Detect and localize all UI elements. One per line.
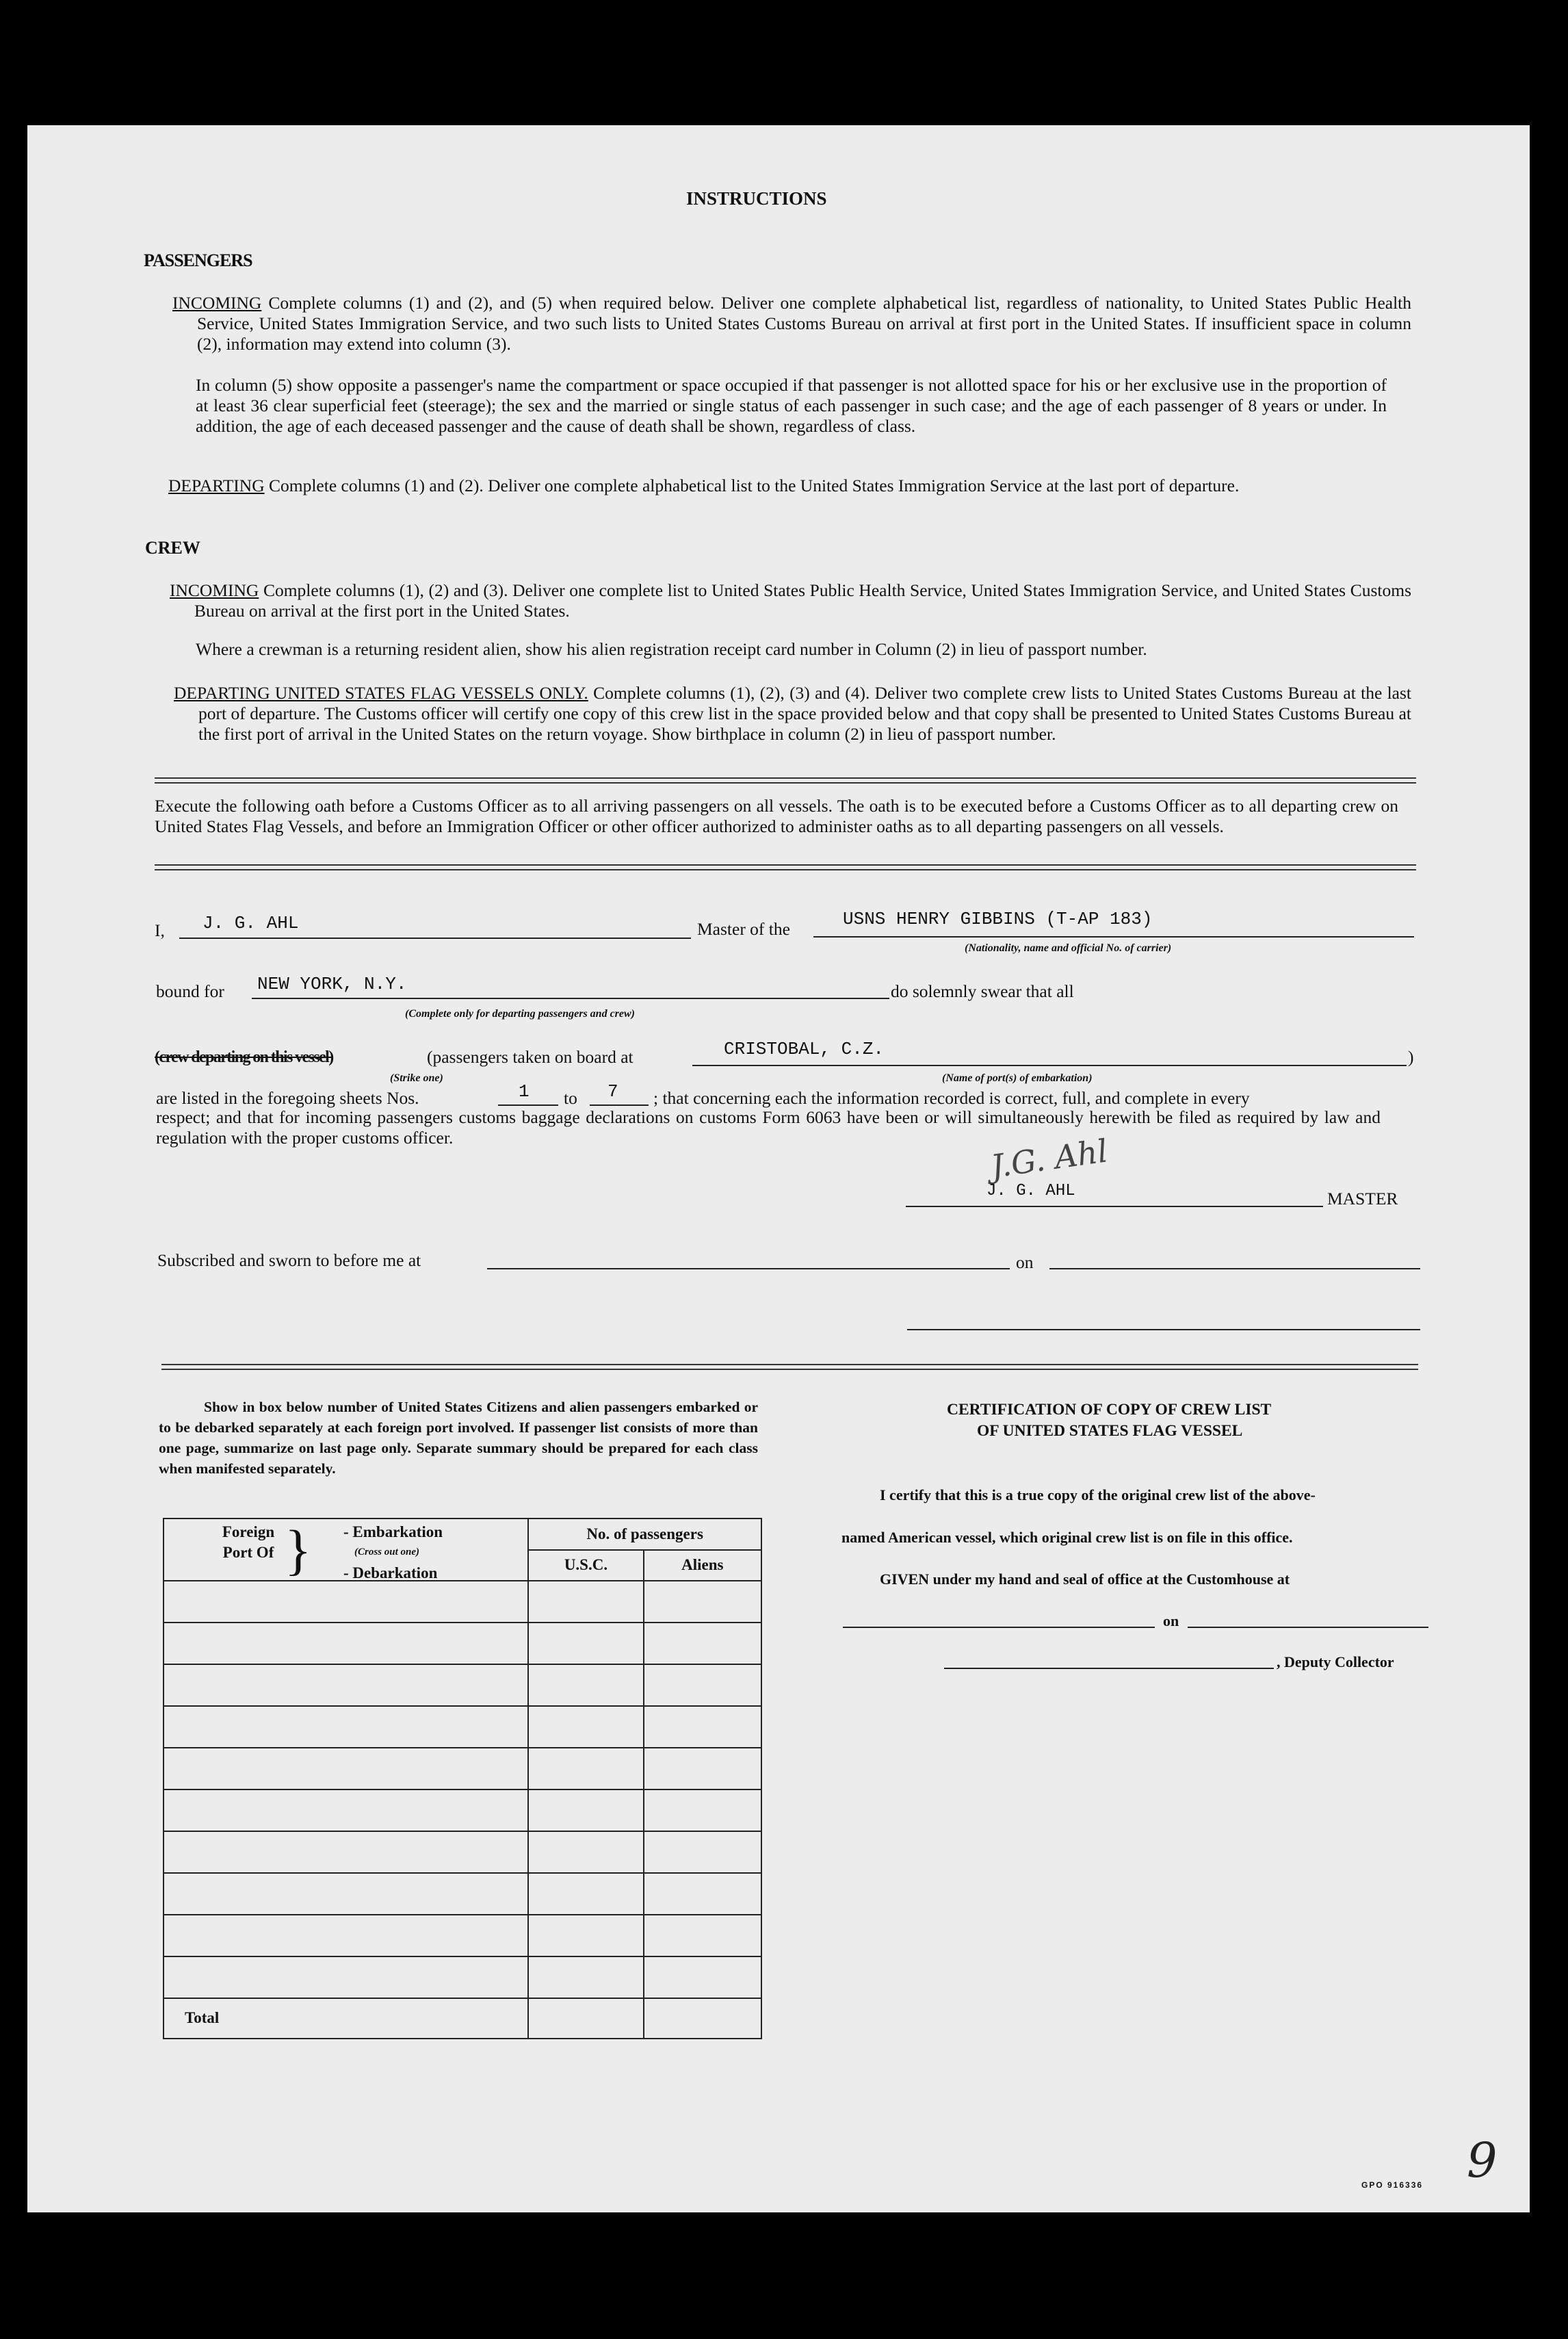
usc-cell[interactable] — [528, 1706, 643, 1748]
officer-signature-line[interactable] — [907, 1329, 1420, 1330]
aliens-cell[interactable] — [644, 1748, 761, 1789]
certification-text-1: I certify that this is a true copy of the original crew list of the above- — [880, 1486, 1316, 1503]
certification-date-line[interactable] — [1188, 1627, 1428, 1628]
listed-text: are listed in the foregoing sheets Nos. — [156, 1088, 419, 1108]
foreign-port-label: Foreign Port Of — [222, 1523, 275, 1561]
crew-incoming-text: Complete columns (1), (2) and (3). Deliver one complete list to United States Public Health Service, United States Immigration Service, and United States Customs Bureau on arrival at the first port in the United States. — [194, 580, 1412, 621]
port-line — [692, 1065, 1407, 1066]
debarkation-label: - Debarkation — [343, 1564, 438, 1581]
signature-typed-name[interactable]: J. G. AHL — [986, 1182, 1075, 1200]
vessel-line — [813, 936, 1414, 938]
passengers-departing-label: DEPARTING — [168, 476, 265, 495]
deputy-collector-label: , Deputy Collector — [1277, 1653, 1394, 1670]
sheet-from-line — [498, 1104, 558, 1106]
crew-departing-label: DEPARTING UNITED STATES FLAG VESSELS ONLY. — [174, 683, 588, 703]
port-cell[interactable] — [164, 1748, 528, 1789]
master-name-field[interactable]: J. G. AHL — [202, 913, 299, 933]
bound-caption: (Complete only for departing passengers and crew) — [405, 1008, 635, 1020]
sheet-from-field[interactable]: 1 — [519, 1081, 530, 1102]
oath-continuation: respect; and that for incoming passengers customs baggage declarations on customs Form 6063 have been or will simultaneously herewith be filed as required by law and regulation with the proper customs officer. — [156, 1107, 1381, 1148]
passengers-boarded-text: (passengers taken on board at — [427, 1047, 633, 1067]
subscribed-date-line[interactable] — [1049, 1268, 1420, 1269]
port-field[interactable]: CRISTOBAL, C.Z. — [724, 1039, 885, 1059]
total-usc-cell[interactable] — [528, 1998, 643, 2039]
close-paren: ) — [1408, 1047, 1414, 1067]
subscribed-label: Subscribed and sworn to before me at — [157, 1250, 421, 1270]
crew-heading: CREW — [145, 538, 200, 558]
port-cell[interactable] — [164, 1664, 528, 1706]
aliens-cell[interactable] — [644, 1831, 761, 1873]
master-title: MASTER — [1327, 1189, 1398, 1209]
sheet-to-field[interactable]: 7 — [607, 1081, 618, 1102]
total-label: Total — [164, 1998, 528, 2039]
usc-cell[interactable] — [528, 1664, 643, 1706]
listed-rest-text: ; that concerning each the information recorded is correct, full, and complete in every — [653, 1088, 1250, 1108]
usc-cell[interactable] — [528, 1831, 643, 1873]
passengers-incoming-text: Complete columns (1) and (2), and (5) when required below. Deliver one complete alphabetical list, regardless of nationality, to United States Public Health Service, United States Immigration Service, and two such lists to United States Customs Bureau on arrival at first port in the United States. If insufficient space in column (2), information may extend into column (3). — [197, 293, 1411, 354]
page-title: INSTRUCTIONS — [686, 188, 827, 209]
aliens-cell[interactable] — [644, 1706, 761, 1748]
strike-crew-text: (crew departing on this vessel) — [155, 1048, 333, 1066]
usc-cell[interactable] — [528, 1956, 643, 1998]
certification-text-2: named American vessel, which original crew list is on file in this office. — [841, 1529, 1293, 1546]
embarkation-label: - Embarkation — [343, 1523, 443, 1540]
aliens-cell[interactable] — [644, 1956, 761, 1998]
certification-text-3: GIVEN under my hand and seal of office at the Customhouse at — [880, 1571, 1290, 1588]
subscribed-place-line[interactable] — [487, 1268, 1010, 1269]
aliens-cell[interactable] — [644, 1581, 761, 1623]
summary-instructions: Show in box below number of United States Citizens and alien passengers embarked or to be debarked separately at each foreign port involved. If passenger list consists of more than one page, summarize on last page only. Separate summary should be prepared for each class when manifested separately. — [159, 1399, 758, 1477]
passengers-count-header: No. of passengers — [528, 1519, 761, 1550]
certification-title-line2: OF UNITED STATES FLAG VESSEL — [977, 1422, 1243, 1440]
aliens-cell[interactable] — [644, 1873, 761, 1915]
usc-cell[interactable] — [528, 1623, 643, 1664]
swear-text: do solemnly swear that all — [891, 981, 1074, 1001]
port-cell[interactable] — [164, 1831, 528, 1873]
oath-instructions: Execute the following oath before a Customs Officer as to all arriving passengers on all vessels. The oath is to be executed before a Customs Officer as to all departing crew on United States Flag Vessels, and before an Immigration Officer or other officer authorized to administer oaths as to all departing passengers on all vessels. — [155, 796, 1398, 836]
aliens-header: Aliens — [644, 1550, 761, 1580]
crew-incoming-paragraph — [170, 580, 1411, 621]
section-divider — [155, 864, 1416, 870]
port-cell[interactable] — [164, 1789, 528, 1831]
port-cell[interactable] — [164, 1706, 528, 1748]
passengers-column5-paragraph: In column (5) show opposite a passenger's name the compartment or space occupied if that passenger is not allotted space for his or her exclusive use in the proportion of at least 36 clear superficial feet (steerage); the sex and the married or single status of each passenger in such case; and the age of each passenger of 8 years or under. In addition, the age of each deceased passenger and the cause of death shall be shown, regardless of class. — [196, 375, 1387, 436]
aliens-cell[interactable] — [644, 1789, 761, 1831]
passengers-incoming-label: INCOMING — [172, 293, 262, 313]
handwritten-page-mark: 9 — [1467, 2132, 1498, 2188]
crew-resident-paragraph: Where a crewman is a returning resident alien, show his alien registration receipt card number in Column (2) in lieu of passport number. — [196, 639, 1147, 659]
port-cell[interactable] — [164, 1956, 528, 1998]
usc-header: U.S.C. — [528, 1550, 643, 1580]
port-cell[interactable] — [164, 1581, 528, 1623]
subscribed-on-label: on — [1016, 1252, 1034, 1272]
aliens-cell[interactable] — [644, 1623, 761, 1664]
bound-for-label: bound for — [156, 981, 224, 1001]
sheet-to-line — [590, 1104, 649, 1106]
vessel-caption: (Nationality, name and official No. of carrier) — [965, 942, 1172, 954]
signature-line — [906, 1206, 1323, 1207]
oath-i-label: I, — [155, 920, 165, 940]
deputy-collector-line[interactable] — [944, 1668, 1274, 1669]
crew-incoming-label: INCOMING — [170, 580, 259, 600]
crew-departing-text: Complete columns (1), (2), (3) and (4). Deliver two complete crew lists to United States Customs Bureau at the last port of departure. The Customs officer will certify one copy of this crew list in the space provided below and that copy shall be presented to United States Customs Bureau at the first port of arrival in the United States on the return voyage. Show birthplace in column (2) in lieu of passport number. — [198, 683, 1411, 744]
bound-for-field[interactable]: NEW YORK, N.Y. — [257, 974, 407, 994]
total-aliens-cell[interactable] — [644, 1998, 761, 2039]
passengers-departing-paragraph — [168, 476, 1411, 496]
master-name-line — [179, 938, 691, 939]
gpo-code: GPO 916336 — [1361, 2180, 1424, 2190]
passengers-departing-text: Complete columns (1) and (2). Deliver one complete alphabetical list to the United States Immigration Service at the last port of departure. — [269, 476, 1240, 495]
port-caption: (Name of port(s) of embarkation) — [942, 1072, 1093, 1084]
customhouse-place-line[interactable] — [843, 1627, 1155, 1628]
usc-cell[interactable] — [528, 1873, 643, 1915]
strike-caption: (Strike one) — [390, 1072, 443, 1084]
usc-cell[interactable] — [528, 1748, 643, 1789]
usc-cell[interactable] — [528, 1789, 643, 1831]
port-cell[interactable] — [164, 1623, 528, 1664]
section-divider — [161, 1364, 1418, 1370]
aliens-cell[interactable] — [644, 1915, 761, 1956]
master-of-label: Master of the — [697, 919, 790, 939]
passengers-incoming-paragraph — [172, 293, 1411, 354]
certification-on-label: on — [1163, 1612, 1179, 1629]
brace-glyph: } — [285, 1519, 312, 1581]
crew-departing-paragraph — [174, 683, 1411, 745]
section-divider — [155, 777, 1416, 784]
passenger-summary-table — [163, 1518, 762, 2039]
bound-for-line — [252, 998, 889, 999]
port-cell[interactable] — [164, 1873, 528, 1915]
master-signature: J.G. Ahl — [989, 1132, 1110, 1185]
port-cell[interactable] — [164, 1915, 528, 1956]
aliens-cell[interactable] — [644, 1664, 761, 1706]
usc-cell[interactable] — [528, 1581, 643, 1623]
vessel-field[interactable]: USNS HENRY GIBBINS (T-AP 183) — [843, 909, 1153, 929]
passengers-heading: PASSENGERS — [144, 250, 252, 270]
cross-out-caption: (Cross out one) — [354, 1547, 420, 1558]
foreign-port-header — [164, 1519, 528, 1581]
certification-title-line1: CERTIFICATION OF COPY OF CREW LIST — [947, 1401, 1272, 1419]
to-label: to — [564, 1088, 577, 1108]
usc-cell[interactable] — [528, 1915, 643, 1956]
